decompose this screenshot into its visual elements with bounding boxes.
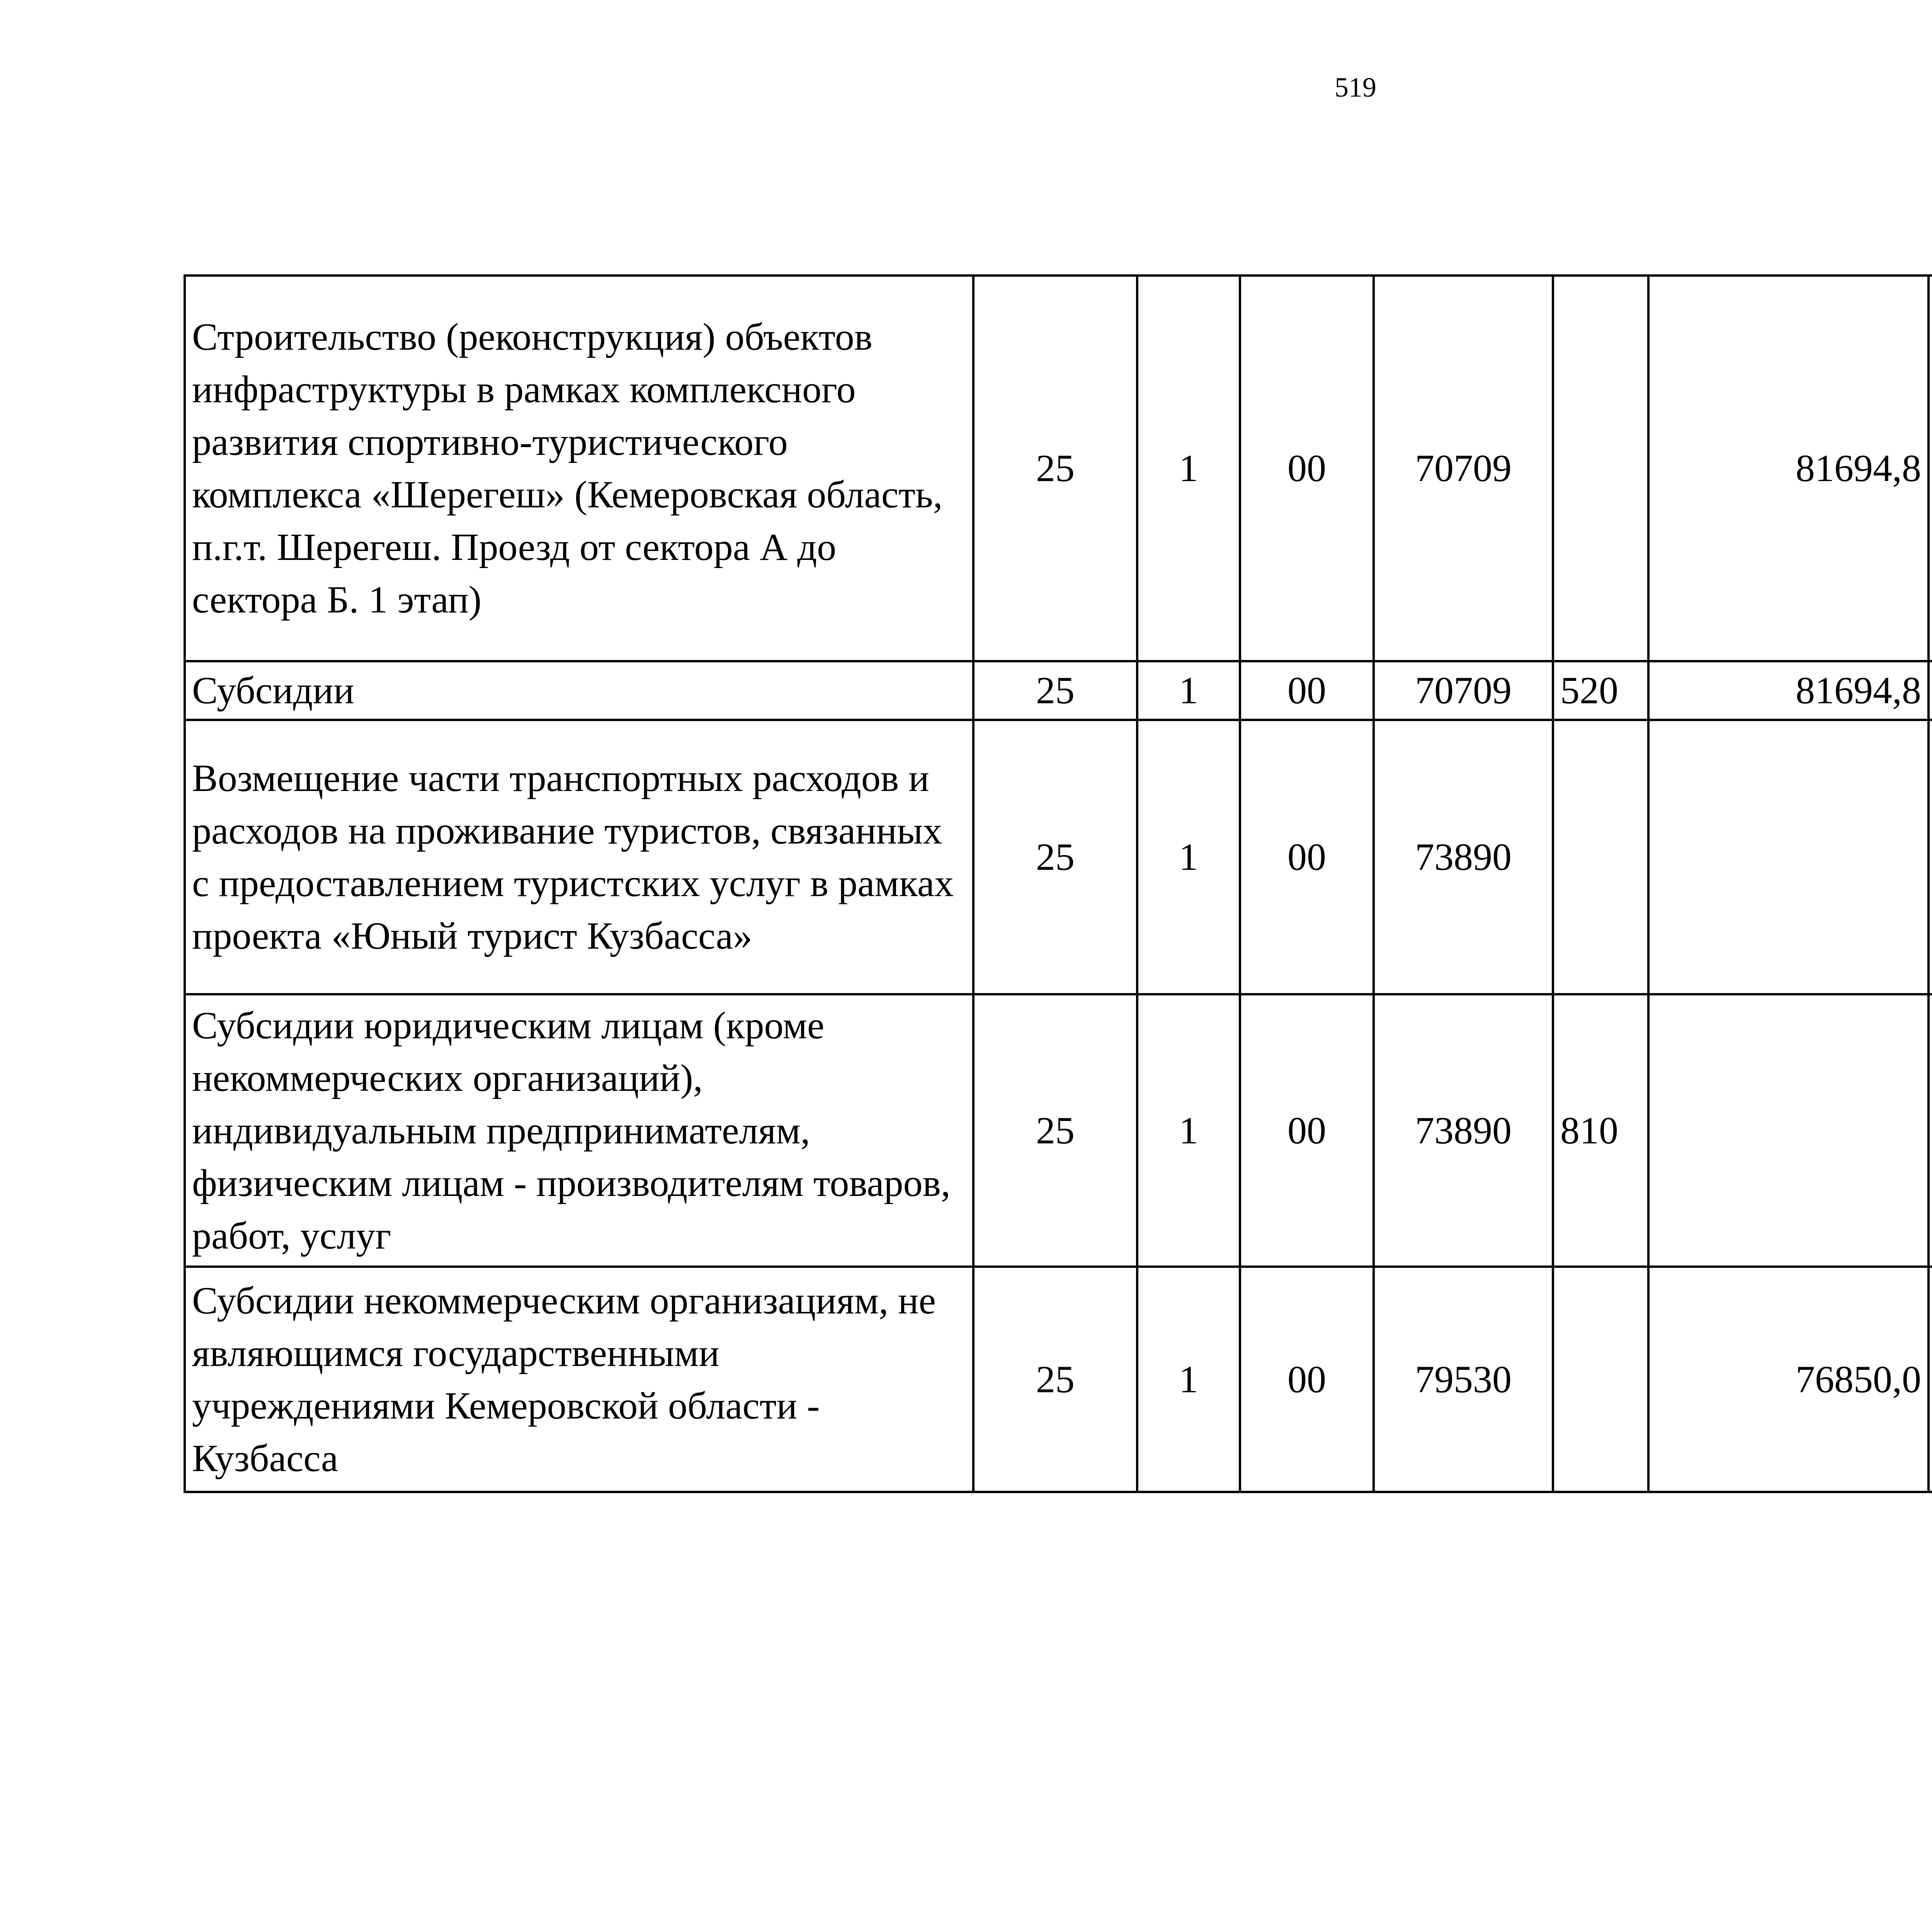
program-cell: 25 bbox=[973, 661, 1137, 720]
expense-code-cell: 79530 bbox=[1374, 1267, 1553, 1492]
amount-1-cell bbox=[1648, 994, 1929, 1267]
subprogram-cell: 1 bbox=[1137, 720, 1240, 994]
expense-type-cell: 810 bbox=[1553, 994, 1648, 1267]
subprogram-cell: 1 bbox=[1137, 1267, 1240, 1492]
amount-1-cell: 81694,8 bbox=[1648, 661, 1929, 720]
table-body bbox=[185, 276, 1932, 1492]
row-name-cell: Субсидии юридическим лицам (кроме некоммерческих организаций), индивидуальным предпринимателям, физическим лицам - производителям товаров, работ, услуг bbox=[185, 994, 973, 1267]
subprogram-cell: 1 bbox=[1137, 994, 1240, 1267]
page-number: 519 bbox=[1335, 72, 1376, 103]
amount-2-cell bbox=[1929, 1267, 1932, 1492]
row-name-cell: Субсидии bbox=[185, 661, 973, 720]
expense-code-cell: 73890 bbox=[1374, 720, 1553, 994]
row-name-cell: Субсидии некоммерческим организациям, не являющимся государственными учреждениями Кемеровской области - Кузбасса bbox=[185, 1267, 973, 1492]
expense-code-cell: 73890 bbox=[1374, 994, 1553, 1267]
amount-1-cell: 76850,0 bbox=[1648, 1267, 1929, 1492]
subprogram-cell: 1 bbox=[1137, 661, 1240, 720]
expense-code-cell: 70709 bbox=[1374, 276, 1553, 661]
amount-1-cell: 81694,8 bbox=[1648, 276, 1929, 661]
direction-cell: 00 bbox=[1240, 720, 1374, 994]
program-cell: 25 bbox=[973, 276, 1137, 661]
expense-type-cell bbox=[1553, 720, 1648, 994]
program-cell: 25 bbox=[973, 994, 1137, 1267]
expense-type-cell: 520 bbox=[1553, 661, 1648, 720]
budget-table bbox=[184, 274, 1932, 1493]
direction-cell: 00 bbox=[1240, 1267, 1374, 1492]
row-name-cell: Строительство (реконструкция) объектов инфраструктуры в рамках комплексного развития спортивно-туристического комплекса «Шерегеш» (Кемеровская область, п.г.т. Шерегеш. Проезд от сектора А до сектора Б. 1 этап) bbox=[185, 276, 973, 661]
amount-2-cell bbox=[1929, 994, 1932, 1267]
amount-2-cell bbox=[1929, 661, 1932, 720]
program-cell: 25 bbox=[973, 720, 1137, 994]
program-cell: 25 bbox=[973, 1267, 1137, 1492]
table-row bbox=[185, 720, 1932, 994]
row-name-cell: Возмещение части транспортных расходов и расходов на проживание туристов, связанных с предоставлением туристских услуг в рамках проекта «Юный турист Кузбасса» bbox=[185, 720, 973, 994]
subprogram-cell: 1 bbox=[1137, 276, 1240, 661]
amount-1-cell bbox=[1648, 720, 1929, 994]
expense-type-cell bbox=[1553, 276, 1648, 661]
amount-2-cell bbox=[1929, 720, 1932, 994]
direction-cell: 00 bbox=[1240, 276, 1374, 661]
amount-2-cell bbox=[1929, 276, 1932, 661]
direction-cell: 00 bbox=[1240, 994, 1374, 1267]
table-row bbox=[185, 276, 1932, 661]
expense-type-cell bbox=[1553, 1267, 1648, 1492]
table-row bbox=[185, 1267, 1932, 1492]
expense-code-cell: 70709 bbox=[1374, 661, 1553, 720]
table-row bbox=[185, 661, 1932, 720]
table-row bbox=[185, 994, 1932, 1267]
direction-cell: 00 bbox=[1240, 661, 1374, 720]
